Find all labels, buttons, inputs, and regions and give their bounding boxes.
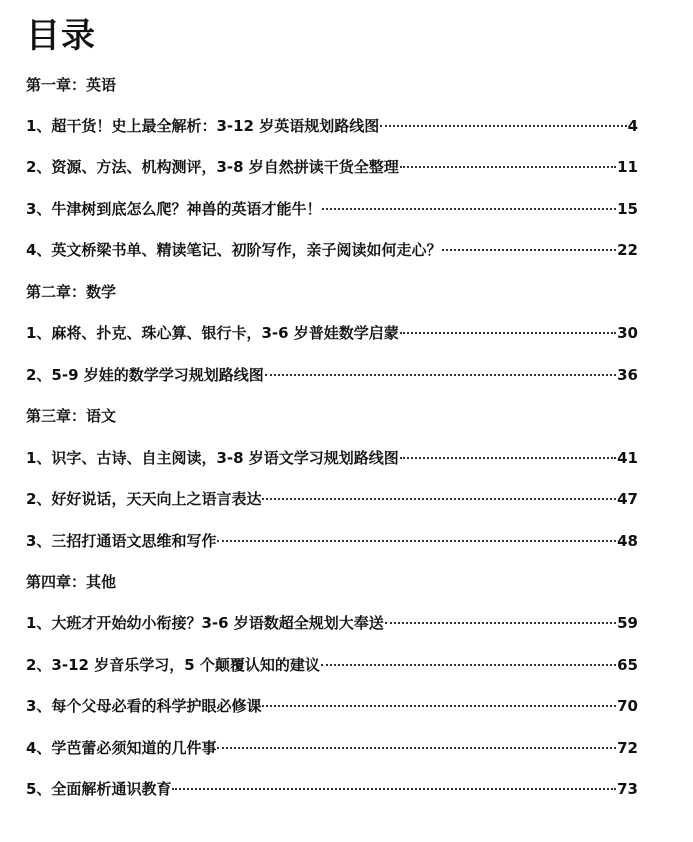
toc-entry[interactable] <box>26 447 638 469</box>
toc-entry[interactable] <box>26 156 638 178</box>
page-number: 4 <box>627 117 638 135</box>
dot-leader <box>262 705 616 707</box>
toc-entry[interactable] <box>26 530 638 552</box>
page-number: 36 <box>617 366 638 384</box>
page-number: 59 <box>617 614 638 632</box>
page-number: 22 <box>617 241 638 259</box>
page-number: 48 <box>617 532 638 550</box>
dot-leader <box>321 664 616 666</box>
page-title: 目录 <box>26 16 96 56</box>
entry-title: 1、麻将、扑克、珠心算、银行卡，3-6 岁普娃数学启蒙 <box>26 324 399 342</box>
entry-title: 2、好好说话，天天向上之语言表达 <box>26 490 262 508</box>
toc-entry[interactable] <box>26 778 638 800</box>
toc-entry[interactable] <box>26 654 638 676</box>
dot-leader <box>262 498 616 500</box>
page-number: 47 <box>617 490 638 508</box>
toc-entry[interactable] <box>26 364 638 386</box>
entry-title: 2、资源、方法、机构测评，3-8 岁自然拼读干货全整理 <box>26 158 399 176</box>
chapter-heading: 第四章：其他 <box>26 573 117 591</box>
entry-title: 2、3-12 岁音乐学习，5 个颠覆认知的建议 <box>26 656 320 674</box>
toc-entry[interactable] <box>26 488 638 510</box>
toc-entry[interactable] <box>26 695 638 717</box>
dot-leader <box>172 788 616 790</box>
dot-leader <box>442 249 616 251</box>
page-number: 65 <box>617 656 638 674</box>
page-number: 41 <box>617 449 638 467</box>
dot-leader <box>380 125 626 127</box>
toc-entry[interactable] <box>26 198 638 220</box>
dot-leader <box>400 457 616 459</box>
entry-title: 4、学芭蕾必须知道的几件事 <box>26 739 217 757</box>
dot-leader <box>217 747 616 749</box>
dot-leader <box>265 374 616 376</box>
dot-leader <box>385 622 616 624</box>
dot-leader <box>400 166 616 168</box>
dot-leader <box>400 332 616 334</box>
chapter-heading: 第一章：英语 <box>26 76 117 94</box>
page-number: 73 <box>617 780 638 798</box>
entry-title: 2、5-9 岁娃的数学学习规划路线图 <box>26 366 264 384</box>
toc-entry[interactable] <box>26 612 638 634</box>
entry-title: 5、全面解析通识教育 <box>26 780 172 798</box>
entry-title: 1、大班才开始幼小衔接？3-6 岁语数超全规划大奉送 <box>26 614 384 632</box>
dot-leader <box>322 208 616 210</box>
toc-entry[interactable] <box>26 239 638 261</box>
entry-title: 4、英文桥梁书单、精读笔记、初阶写作，亲子阅读如何走心？ <box>26 241 442 259</box>
dot-leader <box>217 540 616 542</box>
entry-title: 3、每个父母必看的科学护眼必修课 <box>26 697 262 715</box>
entry-title: 1、超干货！史上最全解析：3-12 岁英语规划路线图 <box>26 117 380 135</box>
entry-title: 3、牛津树到底怎么爬？神兽的英语才能牛！ <box>26 200 322 218</box>
toc-entry[interactable] <box>26 737 638 759</box>
page-number: 30 <box>617 324 638 342</box>
entry-title: 1、识字、古诗、自主阅读，3-8 岁语文学习规划路线图 <box>26 449 399 467</box>
chapter-heading: 第二章：数学 <box>26 283 117 301</box>
entry-title: 3、三招打通语文思维和写作 <box>26 532 217 550</box>
page-number: 70 <box>617 697 638 715</box>
chapter-heading: 第三章：语文 <box>26 407 117 425</box>
toc-entry[interactable] <box>26 322 638 344</box>
page-number: 15 <box>617 200 638 218</box>
page-number: 72 <box>617 739 638 757</box>
page-number: 11 <box>617 158 638 176</box>
toc-entry[interactable] <box>26 115 638 137</box>
